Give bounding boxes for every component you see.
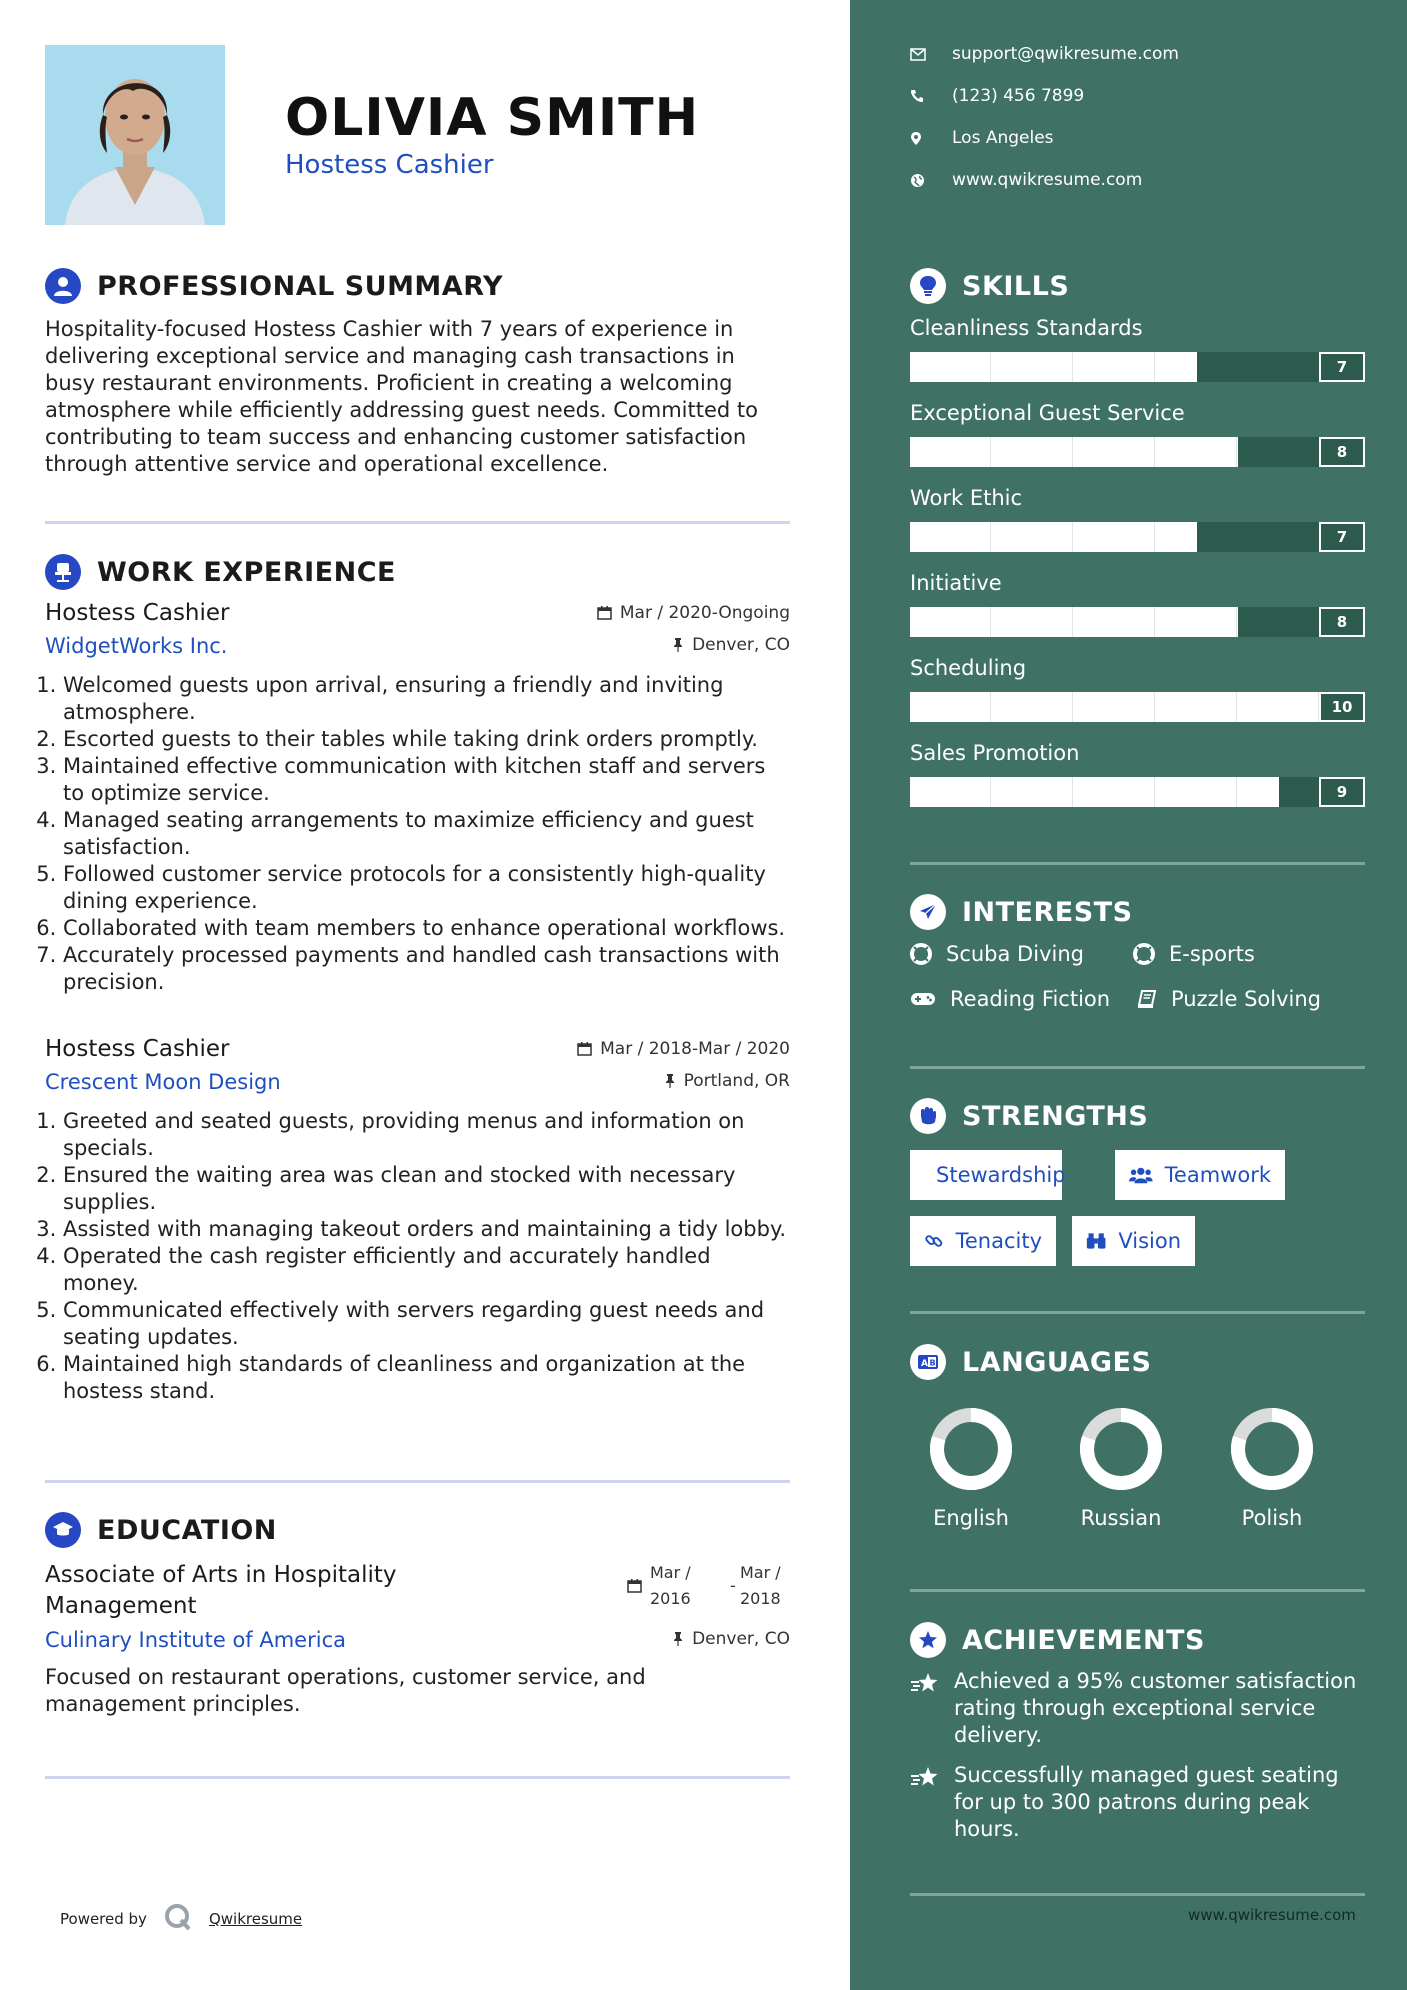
job-bullet: 7. Accurately processed payments and handled cash transactions with precision. <box>63 942 790 996</box>
phone-icon <box>910 89 938 103</box>
strength-badge <box>1115 1150 1285 1200</box>
skill-bar <box>910 437 1365 467</box>
education-end-month: Mar / <box>740 1563 781 1582</box>
skill-fill <box>910 437 1238 467</box>
skill-name: Sales Promotion <box>910 741 1080 765</box>
summary-heading <box>45 268 503 304</box>
job-dates <box>577 1039 790 1059</box>
strength-label: Stewardship <box>936 1163 1066 1187</box>
job-bullet: 3. Maintained effective communication with kitchen staff and servers to optimize service. <box>63 753 790 807</box>
experience-heading <box>45 554 396 590</box>
skill-item <box>910 401 1365 467</box>
job-bullet: 1. Welcomed guests upon arrival, ensuring a friendly and inviting atmosphere. <box>63 672 790 726</box>
skill-bar <box>910 352 1365 382</box>
skill-fill <box>910 607 1238 637</box>
language-ring <box>1229 1406 1315 1492</box>
strength-label: Vision <box>1118 1229 1181 1253</box>
skill-fill <box>910 352 1197 382</box>
language-ring <box>928 1406 1014 1492</box>
education-location <box>672 1629 790 1649</box>
skill-name: Exceptional Guest Service <box>910 401 1185 425</box>
strength-badge <box>910 1216 1056 1266</box>
skill-fill <box>910 777 1279 807</box>
job-bullet: 1. Greeted and seated guests, providing menus and information on specials. <box>63 1108 790 1162</box>
job-entry <box>45 1036 790 1405</box>
education-entry <box>45 1560 790 1718</box>
strength-badge <box>1072 1216 1195 1266</box>
pin-icon <box>672 637 684 653</box>
skill-name: Scheduling <box>910 656 1027 680</box>
strength-label: Teamwork <box>1164 1163 1271 1187</box>
summary-text: Hospitality-focused Hostess Cashier with 7 years of experience in delivering exceptional service and managing cash transactions in busy restaurant environments. Proficient in creating a welcoming atmosphere while efficiently addressing guest needs. Committed to contributing to team success and enhancing customer satisfaction through attentive service and operational excellence. <box>45 317 758 476</box>
achievements-title: ACHIEVEMENTS <box>962 1624 1205 1656</box>
job-bullets <box>45 672 790 996</box>
skill-tick <box>1236 777 1237 807</box>
skill-tick <box>1154 692 1155 722</box>
skills-title: SKILLS <box>962 270 1070 302</box>
divider <box>910 1311 1365 1314</box>
sidebar <box>850 0 1407 1990</box>
contact-website-text: www.qwikresume.com <box>952 170 1143 190</box>
envelope-icon <box>910 48 938 61</box>
skill-bar <box>910 607 1365 637</box>
job-dates-text: Mar / 2020-Ongoing <box>619 602 790 623</box>
job-bullet: 4. Operated the cash register efficiently and accurately handled money. <box>63 1243 790 1297</box>
map-pin-icon <box>910 131 938 146</box>
achievement-text: Achieved a 95% customer satisfaction rating through exceptional service delivery. <box>954 1669 1357 1747</box>
strengths-title: STRENGTHS <box>962 1100 1149 1132</box>
skill-tick <box>990 352 991 382</box>
lifebuoy-icon <box>1133 943 1155 965</box>
shooting-star-icon <box>910 1762 954 1843</box>
divider <box>45 521 790 524</box>
skill-name: Cleanliness Standards <box>910 316 1143 340</box>
interests-heading <box>910 894 1133 930</box>
job-bullet: 4. Managed seating arrangements to maximize efficiency and guest satisfaction. <box>63 807 790 861</box>
skill-value: 9 <box>1319 777 1365 807</box>
binoculars-icon <box>1086 1231 1106 1251</box>
skill-item <box>910 486 1365 552</box>
strengths-heading <box>910 1098 1148 1134</box>
svg-text:B: B <box>929 1358 936 1368</box>
contact-email-text: support@qwikresume.com <box>952 44 1179 64</box>
education-heading <box>45 1512 277 1548</box>
interest-item <box>910 987 1110 1011</box>
contact-email[interactable] <box>910 44 1179 64</box>
languages-title: LANGUAGES <box>962 1346 1152 1378</box>
candidate-title: Hostess Cashier <box>285 150 494 180</box>
pin-icon <box>672 1631 684 1647</box>
achievement-text: Successfully managed guest seating for up to 300 patrons during peak hours. <box>954 1763 1339 1841</box>
link-icon <box>924 1230 944 1252</box>
achievement-item <box>910 1762 1370 1843</box>
interests-title: INTERESTS <box>962 896 1133 928</box>
job-company: WidgetWorks Inc. <box>45 634 228 658</box>
job-dates-text: Mar / 2018-Mar / 2020 <box>600 1038 790 1059</box>
interest-item <box>910 942 1084 966</box>
job-location <box>672 635 790 655</box>
contact-location-text: Los Angeles <box>952 128 1054 148</box>
job-role: Hostess Cashier <box>45 600 230 626</box>
graduation-cap-icon <box>45 1512 81 1548</box>
education-school: Culinary Institute of America <box>45 1628 346 1652</box>
contact-location <box>910 128 1054 148</box>
skill-item <box>910 656 1365 722</box>
powered-by <box>60 1902 302 1936</box>
globe-icon <box>910 173 938 188</box>
skill-tick <box>1154 777 1155 807</box>
interest-label: Scuba Diving <box>946 942 1084 966</box>
qwikresume-link[interactable]: Qwikresume <box>208 1910 303 1928</box>
achievements-heading <box>910 1622 1205 1658</box>
user-icon <box>45 268 81 304</box>
skill-tick <box>1154 437 1155 467</box>
lifebuoy-icon <box>910 943 932 965</box>
job-bullet: 2. Ensured the waiting area was clean and stocked with necessary supplies. <box>63 1162 790 1216</box>
education-start-year: 2016 <box>650 1589 691 1608</box>
footer-website[interactable]: www.qwikresume.com <box>1188 1906 1356 1924</box>
divider <box>910 1589 1365 1592</box>
skill-bar <box>910 522 1365 552</box>
education-description: Focused on restaurant operations, customer service, and management principles. <box>45 1665 646 1716</box>
skills-heading <box>910 268 1069 304</box>
education-start-month: Mar / <box>650 1563 691 1582</box>
language-name: Russian <box>1080 1506 1162 1530</box>
language-item <box>1061 1406 1181 1530</box>
education-title: EDUCATION <box>97 1514 277 1546</box>
skill-tick <box>990 607 991 637</box>
divider <box>910 862 1365 865</box>
skill-bar <box>910 692 1365 722</box>
interest-label: Puzzle Solving <box>1171 987 1321 1011</box>
candidate-name: OLIVIA SMITH <box>285 88 700 148</box>
job-role: Hostess Cashier <box>45 1036 230 1062</box>
skill-tick <box>1154 607 1155 637</box>
profile-photo <box>45 45 225 225</box>
summary-title: PROFESSIONAL SUMMARY <box>97 270 504 302</box>
job-location <box>664 1071 790 1091</box>
skill-bar <box>910 777 1365 807</box>
job-bullet: 6. Collaborated with team members to enhance operational workflows. <box>63 915 790 942</box>
divider <box>45 1480 790 1483</box>
skill-value: 8 <box>1319 437 1365 467</box>
education-dates <box>627 1560 790 1612</box>
interest-label: E-sports <box>1169 942 1255 966</box>
contact-website[interactable] <box>910 170 1142 190</box>
lightbulb-icon <box>910 268 946 304</box>
divider <box>910 1893 1365 1896</box>
skill-item <box>910 316 1365 382</box>
skill-value: 10 <box>1319 692 1365 722</box>
job-entry <box>45 600 790 996</box>
skill-value: 7 <box>1319 522 1365 552</box>
skill-value: 8 <box>1319 607 1365 637</box>
job-company: Crescent Moon Design <box>45 1070 281 1094</box>
language-name: English <box>933 1506 1009 1530</box>
fist-icon <box>910 1098 946 1134</box>
skill-fill <box>910 692 1320 722</box>
star-badge-icon <box>910 1622 946 1658</box>
contact-phone[interactable] <box>910 86 1084 106</box>
paper-plane-icon <box>910 894 946 930</box>
language-name: Polish <box>1241 1506 1303 1530</box>
skill-tick <box>1072 437 1073 467</box>
skill-fill <box>910 522 1197 552</box>
job-dates <box>597 603 790 623</box>
skill-tick <box>990 437 991 467</box>
skill-tick <box>1236 607 1237 637</box>
skill-tick <box>1072 777 1073 807</box>
users-icon <box>1129 1165 1153 1185</box>
language-ring <box>1078 1406 1164 1492</box>
job-location-text: Denver, CO <box>692 635 790 655</box>
contact-phone-text: (123) 456 7899 <box>952 86 1085 106</box>
interest-item <box>1133 942 1255 966</box>
job-bullet: 2. Escorted guests to their tables while taking drink orders promptly. <box>63 726 790 753</box>
skill-tick <box>990 692 991 722</box>
skill-tick <box>1236 692 1237 722</box>
skill-name: Work Ethic <box>910 486 1023 510</box>
skill-tick <box>1072 352 1073 382</box>
divider <box>910 1066 1365 1069</box>
shooting-star-icon <box>910 1668 954 1749</box>
interest-item <box>1137 987 1321 1011</box>
date-separator: - <box>730 1576 736 1595</box>
languages-heading <box>910 1344 1151 1380</box>
calendar-icon <box>597 605 612 620</box>
skill-tick <box>1072 692 1073 722</box>
job-bullet: 5. Communicated effectively with servers regarding guest needs and seating updates. <box>63 1297 790 1351</box>
calendar-icon <box>577 1041 592 1056</box>
skill-tick <box>1072 522 1073 552</box>
qwikresume-logo-icon <box>163 1902 193 1936</box>
language-item <box>911 1406 1031 1530</box>
skill-tick <box>990 522 991 552</box>
book-icon <box>1137 989 1157 1009</box>
language-item <box>1212 1406 1332 1530</box>
skill-value: 7 <box>1319 352 1365 382</box>
skill-tick <box>1154 352 1155 382</box>
job-bullet: 5. Followed customer service protocols for a consistently high-quality dining experience. <box>63 861 790 915</box>
pin-icon <box>664 1073 676 1089</box>
job-bullets <box>45 1108 790 1405</box>
job-bullet: 6. Maintained high standards of cleanliness and organization at the hostess stand. <box>63 1351 790 1405</box>
achievement-item <box>910 1668 1370 1749</box>
chair-icon <box>45 554 81 590</box>
svg-text:A: A <box>921 1359 928 1369</box>
divider <box>45 1776 790 1779</box>
skill-tick <box>1154 522 1155 552</box>
strength-badge <box>910 1150 1066 1200</box>
job-location-text: Portland, OR <box>683 1071 790 1091</box>
gamepad-icon <box>910 990 936 1008</box>
skill-name: Initiative <box>910 571 1002 595</box>
job-bullet: 3. Assisted with managing takeout orders and maintaining a tidy lobby. <box>63 1216 790 1243</box>
skill-tick <box>1236 437 1237 467</box>
education-degree: Associate of Arts in Hospitality Management <box>45 1562 397 1619</box>
education-location-text: Denver, CO <box>692 1629 790 1649</box>
powered-by-label: Powered by <box>60 1910 147 1928</box>
skill-tick <box>990 777 991 807</box>
skill-item <box>910 741 1365 807</box>
skill-tick <box>1072 607 1073 637</box>
experience-title: WORK EXPERIENCE <box>97 556 396 588</box>
education-end-year: 2018 <box>740 1589 781 1608</box>
strength-label: Tenacity <box>955 1229 1042 1253</box>
translate-icon <box>910 1344 946 1380</box>
interest-label: Reading Fiction <box>950 987 1111 1011</box>
calendar-icon <box>627 1578 642 1593</box>
skill-item <box>910 571 1365 637</box>
